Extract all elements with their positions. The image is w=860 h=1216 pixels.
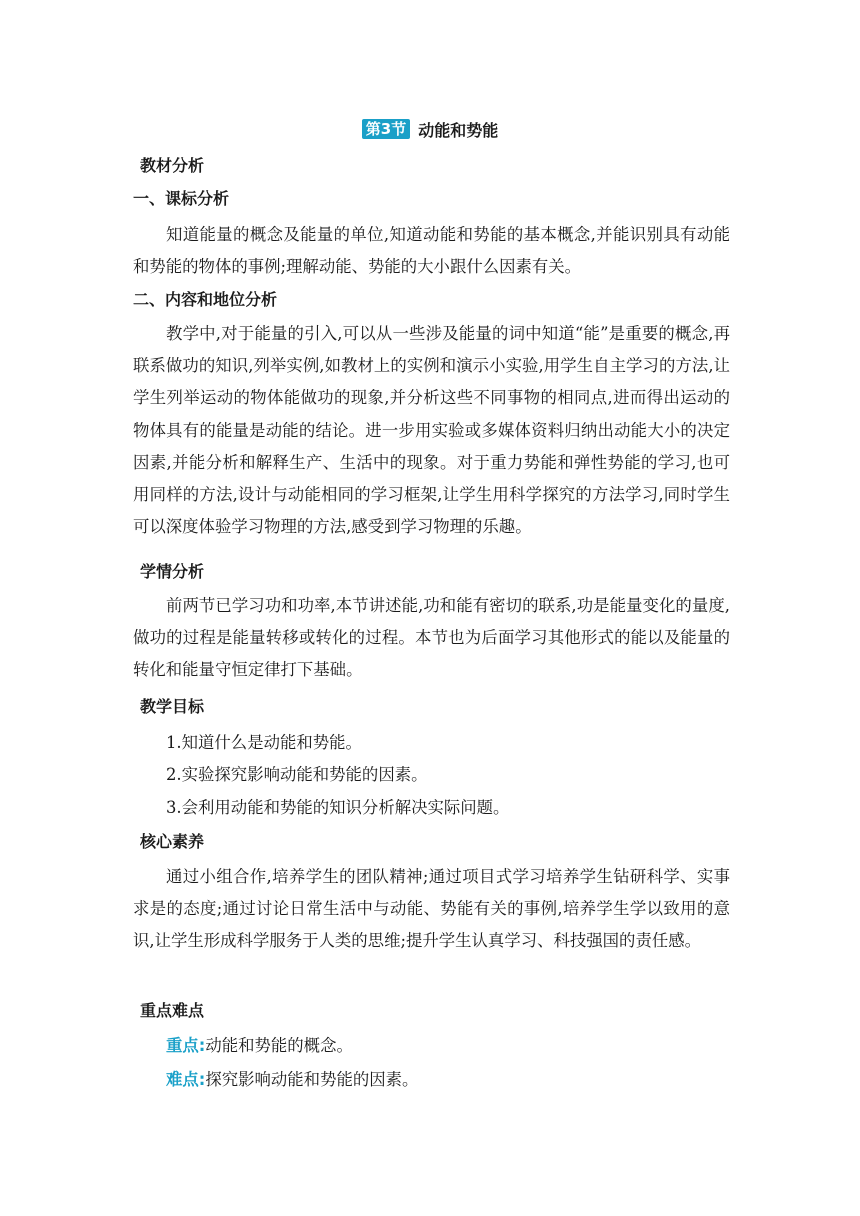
literacy-paragraph: 通过小组合作,培养学生的团队精神;通过项目式学习培养学生钻研科学、实事求是的态度;通过讨论日常生活中与动能、势能有关的事例,培养学生学以致用的意识,让学生形成科学服务于人类的思维;提升学生认真学习、科技强国的责任感。: [133, 867, 730, 951]
key-point-label: 重点:: [166, 1036, 206, 1055]
heading-key-difficult: 重点难点: [140, 1001, 205, 1020]
key-point-text: 动能和势能的概念。: [205, 1036, 353, 1055]
difficult-point-text: 探究影响动能和势能的因素。: [205, 1070, 419, 1089]
heading-teaching-goals: 教学目标: [140, 697, 205, 716]
difficult-point-line: [166, 1069, 418, 1091]
goal-item-2: 2.实验探究影响动能和势能的因素。: [166, 765, 428, 784]
heading-learner-analysis: 学情分析: [140, 562, 205, 581]
key-point-line: [166, 1035, 353, 1057]
goal-item-1: 1.知道什么是动能和势能。: [166, 733, 362, 752]
section-title: 动能和势能: [418, 120, 499, 140]
curriculum-paragraph: 知道能量的概念及能量的单位,知道动能和势能的基本概念,并能识别具有动能和势能的物体的事例;理解动能、势能的大小跟什么因素有关。: [133, 225, 730, 277]
content-paragraph: 教学中,对于能量的引入,可以从一些涉及能量的词中知道“能”是重要的概念,再联系做功的知识,列举实例,如教材上的实例和演示小实验,用学生自主学习的方法,让学生列举运动的物体能做功的现象,并分析这些不同事物的相同点,进而得出运动的物体具有的能量是动能的结论。进一步用实验或多媒体资料归纳出动能大小的决定因素,并能分析和解释生产、生活中的现象。对于重力势能和弹性势能的学习,也可用同样的方法,设计与动能相同的学习框架,让学生用科学探究的方法学习,同时学生可以深度体验学习物理的方法,感受到学习物理的乐趣。: [133, 324, 730, 537]
section-number-badge: 第3节: [362, 119, 410, 139]
goal-item-3: 3.会利用动能和势能的知识分析解决实际问题。: [166, 798, 510, 817]
heading-content: 二、内容和地位分析: [133, 290, 278, 309]
heading-curriculum: 一、课标分析: [133, 189, 230, 208]
heading-material-analysis: 教材分析: [140, 156, 205, 175]
learner-paragraph: 前两节已学习功和功率,本节讲述能,功和能有密切的联系,功是能量变化的量度,做功的过程是能量转移或转化的过程。本节也为后面学习其他形式的能以及能量的转化和能量守恒定律打下基础。: [133, 596, 730, 680]
difficult-point-label: 难点:: [166, 1070, 206, 1089]
section-title-row: [0, 116, 860, 142]
heading-core-literacy: 核心素养: [140, 832, 205, 851]
